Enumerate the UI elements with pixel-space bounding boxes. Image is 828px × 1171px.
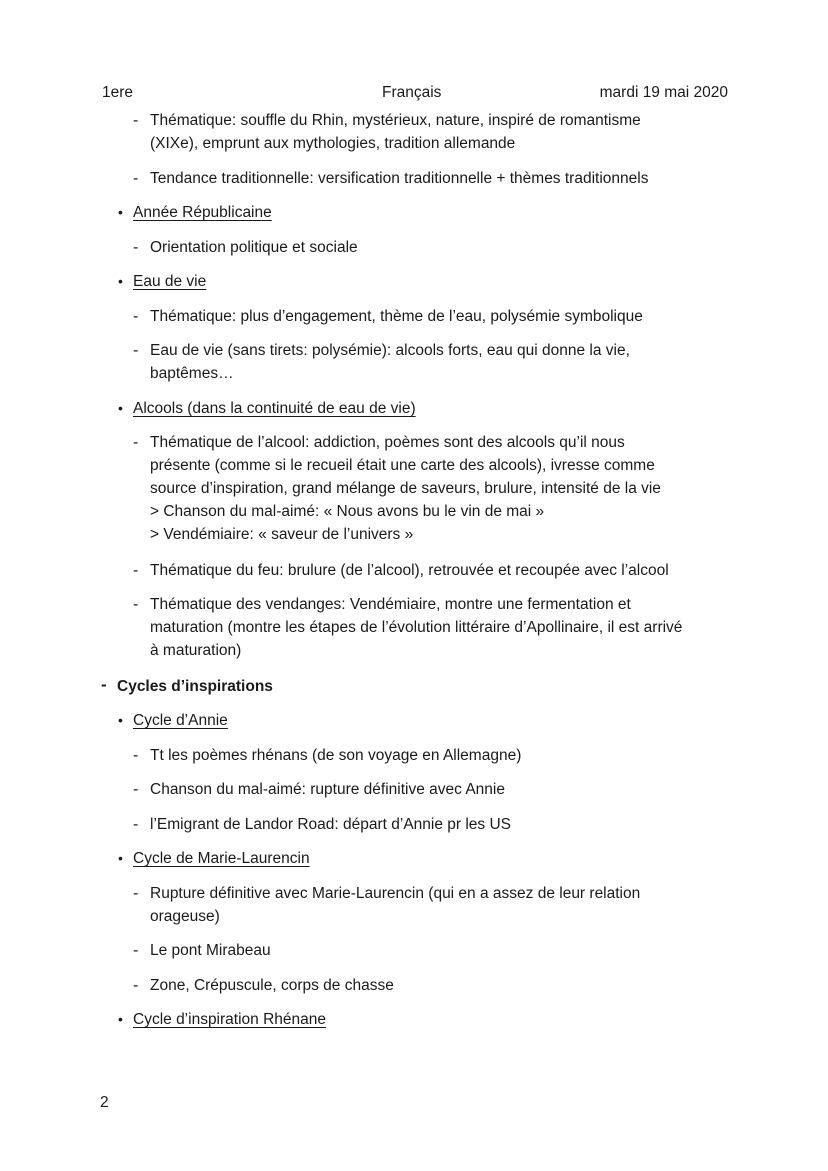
dash-marker: - <box>133 977 139 994</box>
item-line: Rupture définitive avec Marie-Laurencin (qui en a assez de leur relation <box>150 885 641 902</box>
dash-item <box>133 167 730 190</box>
section-heading <box>101 675 727 698</box>
item-line: Thématique des vendanges: Vendémiaire, montre une fermentation et <box>150 596 631 613</box>
item-line: > Chanson du mal-aimé: « Nous avons bu le vin de mai » <box>150 503 545 520</box>
item-line: Thématique: plus d’engagement, thème de l’eau, polysémie symbolique <box>150 308 643 325</box>
page-header <box>102 84 728 106</box>
item-line: (XIXe), emprunt aux mythologies, tradition allemande <box>150 135 516 152</box>
dash-item <box>133 882 730 928</box>
bullet-item <box>118 847 728 870</box>
dash-item <box>133 778 730 801</box>
dash-item <box>133 593 730 662</box>
item-line: Alcools (dans la continuité de eau de vie) <box>133 400 416 417</box>
item-line: orageuse) <box>150 908 220 925</box>
item-line: Cycle d’Annie <box>133 712 228 729</box>
bullet-marker: • <box>118 273 123 289</box>
item-line: l’Emigrant de Landor Road: départ d’Annie pr les US <box>150 816 512 833</box>
header-date: mardi 19 mai 2020 <box>599 84 728 101</box>
bullet-marker: • <box>118 1011 123 1027</box>
dash-item <box>133 939 730 962</box>
dash-marker: - <box>133 562 139 579</box>
item-line: à maturation) <box>150 642 242 659</box>
page-number: 2 <box>100 1094 109 1111</box>
dash-marker: - <box>101 675 107 694</box>
bullet-item <box>118 1008 728 1031</box>
item-line: maturation (montre les étapes de l’évolution littéraire d’Apollinaire, il est arrivé <box>150 619 683 636</box>
bullet-marker: • <box>118 850 123 866</box>
item-line: Eau de vie <box>133 273 207 290</box>
item-line: présente (comme si le recueil était une carte des alcools), ivresse comme <box>150 457 655 474</box>
item-line: Eau de vie (sans tirets: polysémie): alcools forts, eau qui donne la vie, <box>150 342 630 359</box>
dash-marker: - <box>133 747 139 764</box>
dash-item <box>133 236 730 259</box>
dash-item <box>133 339 730 385</box>
header-subject: Français <box>382 84 442 101</box>
dash-item <box>133 559 730 582</box>
dash-item <box>133 109 730 155</box>
bullet-item <box>118 270 728 293</box>
item-line: Tt les poèmes rhénans (de son voyage en Allemagne) <box>150 747 522 764</box>
item-line: Tendance traditionnelle: versification traditionnelle + thèmes traditionnels <box>150 170 649 187</box>
dash-item <box>133 974 730 997</box>
dash-marker: - <box>133 434 139 451</box>
item-line: Zone, Crépuscule, corps de chasse <box>150 977 394 994</box>
dash-item <box>133 305 730 328</box>
item-line: Chanson du mal-aimé: rupture définitive avec Annie <box>150 781 505 798</box>
item-line: Cycle de Marie-Laurencin <box>133 850 310 867</box>
item-line: Cycle d’inspiration Rhénane <box>133 1011 327 1028</box>
dash-marker: - <box>133 112 139 129</box>
item-line: Année Républicaine <box>133 204 272 221</box>
dash-marker: - <box>133 239 139 256</box>
bullet-item <box>118 709 728 732</box>
dash-marker: - <box>133 885 139 902</box>
item-line: source d’inspiration, grand mélange de saveurs, brulure, intensité de la vie <box>150 480 661 497</box>
dash-item <box>133 813 730 836</box>
dash-item <box>133 744 730 767</box>
dash-marker: - <box>133 308 139 325</box>
dash-marker: - <box>133 170 139 187</box>
item-line: Thématique de l’alcool: addiction, poèmes sont des alcools qu’il nous <box>150 434 625 451</box>
dash-marker: - <box>133 816 139 833</box>
bullet-marker: • <box>118 400 123 416</box>
bullet-marker: • <box>118 204 123 220</box>
bullet-item <box>118 397 728 420</box>
bullet-item <box>118 201 728 224</box>
item-line: Thématique du feu: brulure (de l’alcool), retrouvée et recoupée avec l’alcool <box>150 562 669 579</box>
header-class: 1ere <box>102 84 134 101</box>
dash-marker: - <box>133 596 139 613</box>
item-line: Thématique: souffle du Rhin, mystérieux, nature, inspiré de romantisme <box>150 112 641 129</box>
item-line: Cycles d’inspirations <box>117 678 273 695</box>
dash-marker: - <box>133 781 139 798</box>
item-line: > Vendémiaire: « saveur de l’univers » <box>150 526 414 543</box>
dash-item <box>133 431 730 546</box>
dash-marker: - <box>133 942 139 959</box>
item-line: Orientation politique et sociale <box>150 239 358 256</box>
dash-marker: - <box>133 342 139 359</box>
bullet-marker: • <box>118 712 123 728</box>
item-line: Le pont Mirabeau <box>150 942 271 959</box>
item-line: baptêmes… <box>150 365 234 382</box>
